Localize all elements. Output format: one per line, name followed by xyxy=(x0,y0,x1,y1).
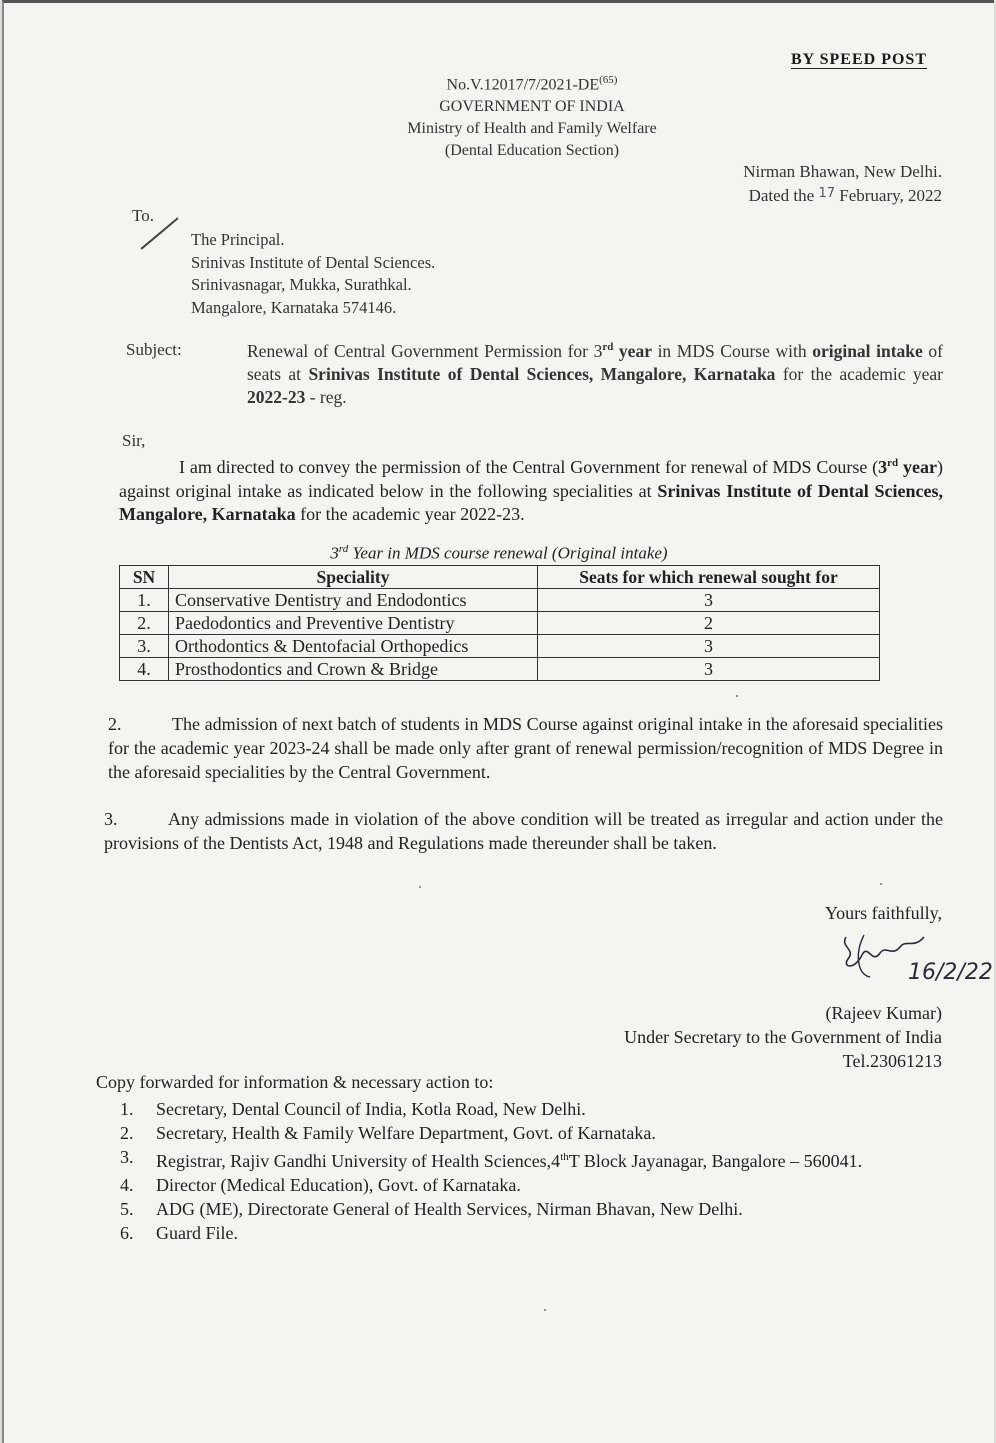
closing: Yours faithfully, xyxy=(824,903,942,923)
salutation: Sir, xyxy=(122,431,146,450)
list-item: 5. ADG (ME), Directorate General of Health Services, Nirman Bhavan, New Delhi. xyxy=(120,1199,743,1219)
address-line: The Principal. xyxy=(191,230,285,249)
paragraph-3: 3. Any admissions made in violation of the above condition will be treated as irregular and action under the provisions of the Dentists Act, 1948 and Regulations made thereunder shall be taken. xyxy=(104,809,943,853)
signatory-designation: Under Secretary to the Government of India xyxy=(624,1027,942,1047)
subject-label: Subject: xyxy=(126,340,182,359)
file-number: No.V.12017/7/2021-DE$^{(65)}$ xyxy=(446,74,618,94)
table-row xyxy=(120,589,880,612)
place-date xyxy=(743,161,942,207)
paragraph-2: 2. The admission of next batch of students in MDS Course against original intake in the aforesaid specialities for the academic year 2023-24 shall be made only after grant of renewal permission/recognition of MDS Degree in the aforesaid specialities by the Central Government. xyxy=(108,714,943,782)
cell-speciality: Conservative Dentistry and Endodontics xyxy=(169,589,538,612)
cell-seats: 2 xyxy=(538,612,880,635)
list-item: 2. Secretary, Health & Family Welfare Department, Govt. of Karnataka. xyxy=(120,1123,656,1143)
list-item: 3. Registrar, Rajiv Gandhi University of Health Sciences,4thT Block Jayanagar, Bangalore – 560041. xyxy=(120,1147,863,1171)
col-header-sn: SN xyxy=(120,566,169,589)
handwritten-date-day: 17 xyxy=(818,186,835,201)
copy-list xyxy=(120,1097,942,1245)
place: Nirman Bhawan, New Delhi. xyxy=(743,162,942,181)
date: Dated the $^{17}$ February, 2022 xyxy=(748,186,942,205)
govt-name: GOVERNMENT OF INDIA xyxy=(439,98,625,116)
list-item: 4. Director (Medical Education), Govt. of Karnataka. xyxy=(120,1175,521,1195)
cell-speciality: Paedodontics and Preventive Dentistry xyxy=(169,612,538,635)
recipient-address xyxy=(191,229,435,319)
cell-speciality: Orthodontics & Dentofacial Orthopedics xyxy=(169,635,538,658)
copy-label: Copy forwarded for information & necessary action to: xyxy=(96,1072,494,1092)
address-line: Srinivasnagar, Mukka, Surathkal. xyxy=(191,275,412,294)
signature-date: 16/2/22 xyxy=(908,960,993,985)
signatory-block xyxy=(624,1001,942,1073)
list-item: 6. Guard File. xyxy=(120,1223,238,1243)
speck xyxy=(419,886,421,888)
handwritten-signature xyxy=(834,925,993,987)
paragraph-number: 2. xyxy=(108,714,122,734)
cell-seats: 3 xyxy=(538,658,880,681)
cell-sn: 3. xyxy=(120,635,169,658)
subject-text: Renewal of Central Government Permission for 3rd year in MDS Course with original intake of seats at Srinivas Institute of Dental Sciences, Mangalore, Karnataka for the academic year 2022-23 - reg. xyxy=(247,340,943,407)
section-name: (Dental Education Section) xyxy=(444,142,620,160)
to-label: To. xyxy=(132,206,154,225)
address-line: Mangalore, Karnataka 574146. xyxy=(191,297,397,317)
signatory-name: (Rajeev Kumar) xyxy=(825,1003,942,1023)
paragraph-1: I am directed to convey the permission of the Central Government for renewal of MDS Course (3rd year) against original intake as indicated below in the following specialities at Srinivas Institute of Dental Sciences, Mangalore, Karnataka for the academic year 2022-23. xyxy=(119,457,944,524)
speck xyxy=(736,695,738,697)
col-header-speciality: Speciality xyxy=(169,566,538,589)
cell-seats: 3 xyxy=(538,589,880,612)
list-item: 1. Secretary, Dental Council of India, Kotla Road, New Delhi. xyxy=(120,1099,586,1119)
table-row xyxy=(120,658,880,681)
cell-sn: 2. xyxy=(120,612,169,635)
speck xyxy=(880,883,882,885)
letter-page xyxy=(2,0,994,1443)
address-line: Srinivas Institute of Dental Sciences. xyxy=(191,252,436,272)
renewal-table xyxy=(119,565,880,681)
cell-sn: 1. xyxy=(120,589,169,612)
cell-sn: 4. xyxy=(120,658,169,681)
table-row xyxy=(120,635,880,658)
dispatch-mode: BY SPEED POST xyxy=(791,51,927,68)
col-header-seats: Seats for which renewal sought for xyxy=(538,566,880,589)
signatory-tel: Tel.23061213 xyxy=(842,1051,942,1071)
table-header-row xyxy=(120,566,880,589)
cell-seats: 3 xyxy=(538,635,880,658)
cell-speciality: Prosthodontics and Crown & Bridge xyxy=(169,658,538,681)
letter-header xyxy=(304,69,760,162)
ministry-name: Ministry of Health and Family Welfare xyxy=(407,120,657,138)
speck xyxy=(544,1309,546,1311)
table-caption: 3rd Year in MDS course renewal (Original intake) xyxy=(330,543,668,563)
paragraph-number: 3. xyxy=(104,809,118,829)
table-row xyxy=(120,612,880,635)
